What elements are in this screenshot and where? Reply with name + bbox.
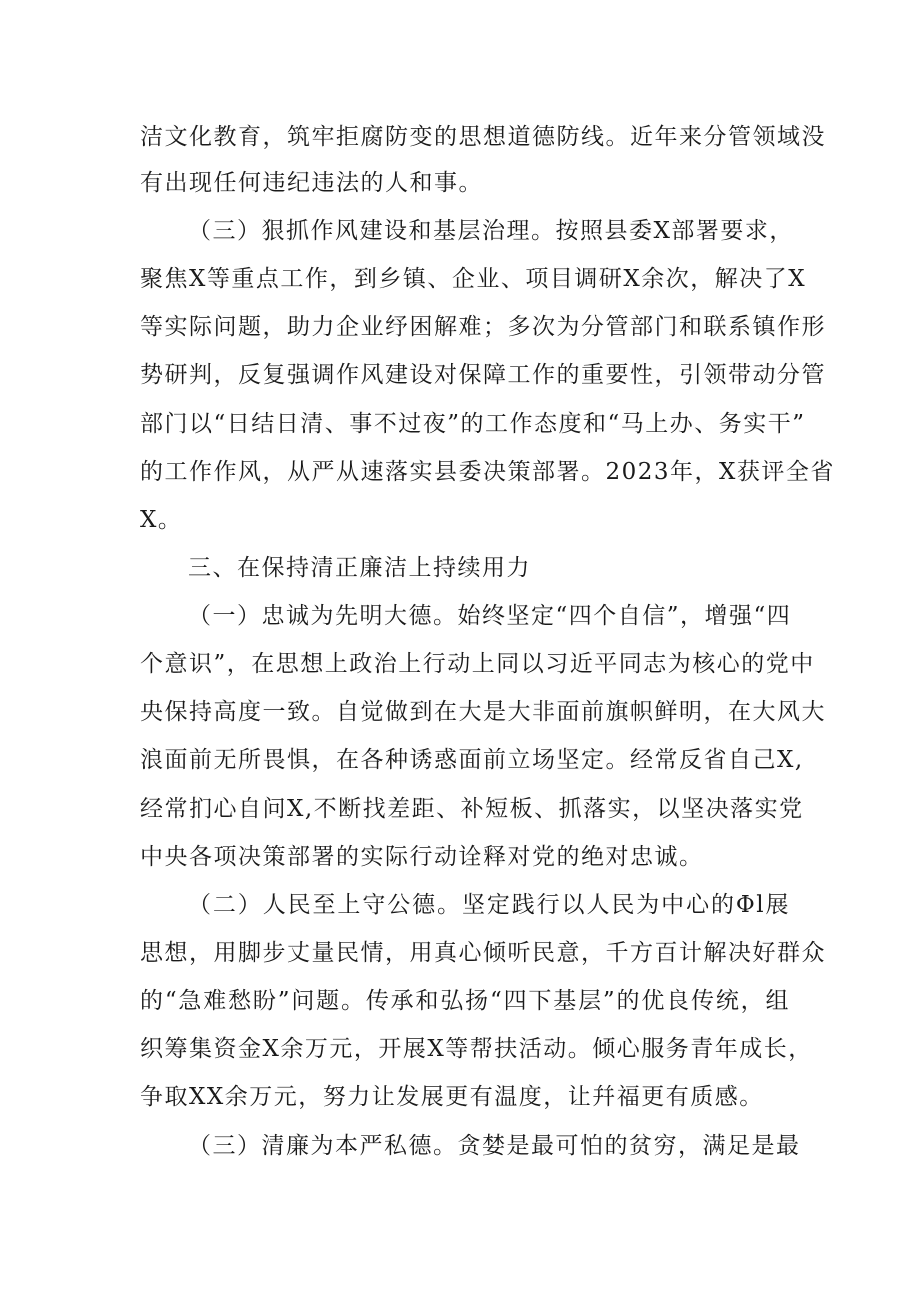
paragraph-line: 的工作作风，从严从速落实县委决策部署。2023年，X获评全省 [140,459,835,485]
paragraph-line: 的“急难愁盼”问题。传承和弘扬“四下基层”的优良传统，组 [140,988,790,1014]
paragraph-line: 经常扪心自问X,不断找差距、补短板、抓落实，以坚决落实党 [140,796,804,822]
paragraph-line: （三）狠抓作风建设和基层治理。按照县委X部署要求， [188,218,794,244]
paragraph-line: 争取XX余万元，努力让发展更有温度，让幷福更有质感。 [140,1084,764,1110]
paragraph-line: 势研判，反复强调作风建设对保障工作的重要性，引领带动分管 [140,362,826,388]
paragraph-line: 中央各项决策部署的实际行动诠释对党的绝对忠诚。 [140,844,704,870]
paragraph-line: 洁文化教育，筑牢拒腐防变的思想道德防线。近年来分管领域没 [140,124,826,150]
paragraph-line: 有出现任何违纪违法的人和事。 [140,170,483,196]
paragraph-line: X。 [140,507,183,533]
paragraph-line: 织筹集资金X余万元，开展X等帮扶活动。倾心服务青年成长， [140,1036,813,1062]
paragraph-line: 思想，用脚步丈量民情，用真心倾听民意，千方百计解决好群众 [140,940,826,966]
paragraph-line: （二）人民至上守公德。坚定践行以人民为中心的Φl展 [188,892,790,918]
paragraph-line: （三）清廉为本严私德。贪婪是最可怕的贫穷，满足是最 [188,1133,801,1159]
paragraph-line: 浪面前无所畏惧，在各种诱惑面前立场坚定。经常反省自己X, [140,747,804,773]
paragraph-line: 个意识”，在思想上政治上行动上同以习近平同志为核心的党中 [140,651,815,677]
paragraph-line: （一）忠诚为先明大德。始终坚定“四个自信”，增强“四 [188,603,792,629]
paragraph-line: 等实际问题，助力企业纾困解难；多次为分管部门和联系镇作形 [140,314,826,340]
paragraph-line: 央保持高度一致。自觉做到在大是大非面前旗帜鲜明，在大风大 [140,699,826,725]
paragraph-line: 聚焦X等重点工作，到乡镇、企业、项目调研X余次，解决了X [140,266,807,292]
section-heading: 三、在保持清正廉洁上持续用力 [188,555,531,581]
paragraph-line: 部门以“日结日清、事不过夜”的工作态度和“马上办、务实干” [140,411,806,437]
